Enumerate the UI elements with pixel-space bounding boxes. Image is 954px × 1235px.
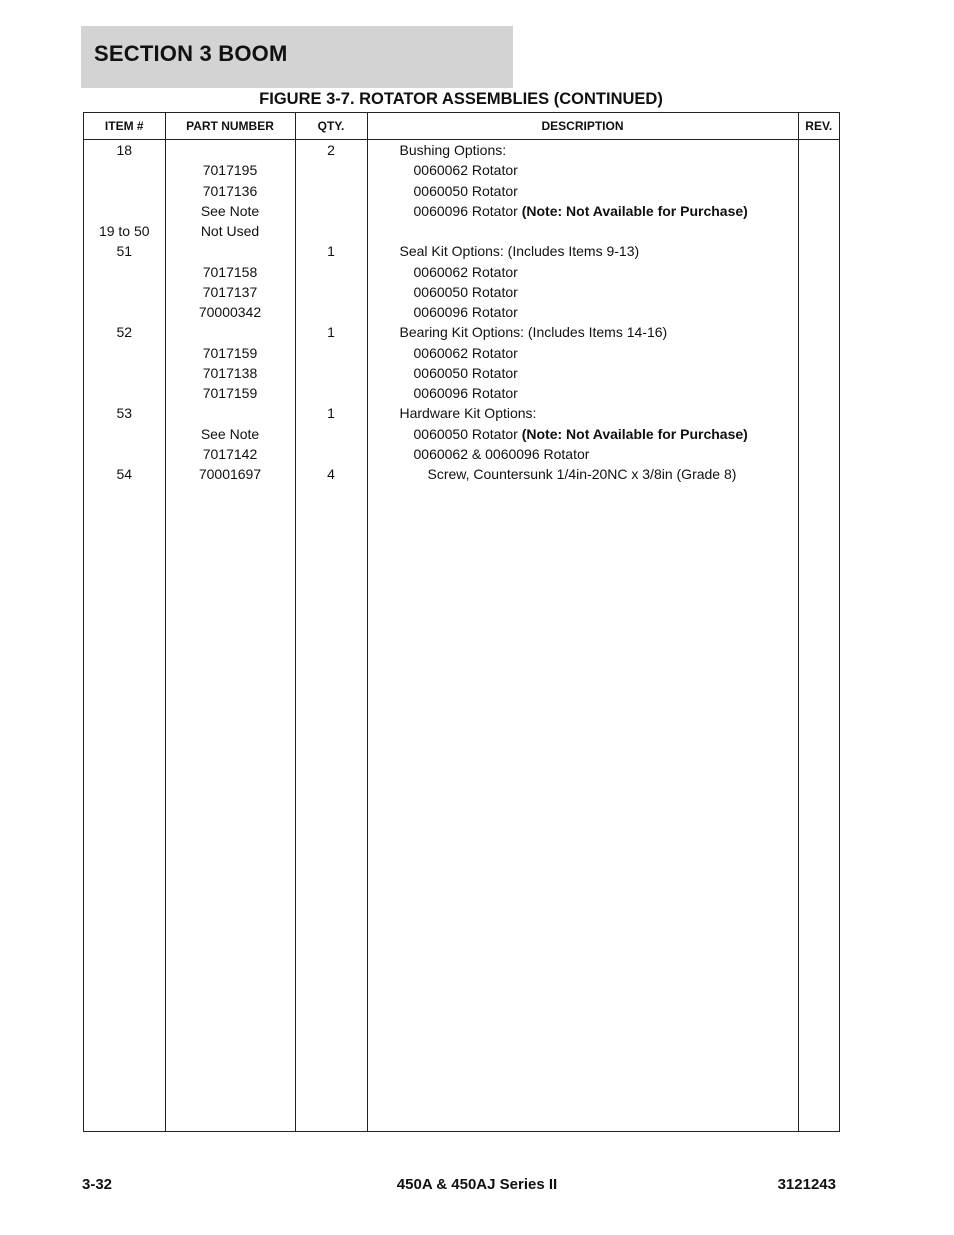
rev-cell [799,181,840,201]
part-number-cell: 7017159 [202,344,258,361]
part-number-cell: See Note [200,425,260,442]
qty-cell [296,221,367,241]
header-item: ITEM # [84,113,165,140]
description-cell [368,302,798,322]
qty-column [295,140,367,1132]
table-header-row [84,113,839,140]
item-number-cell [84,343,165,363]
item-number-cell: 51 [116,243,133,260]
item-column [84,140,165,1132]
item-number-cell [84,383,165,403]
description-cell [368,322,798,342]
rev-column [798,140,839,1132]
item-number-cell [84,302,165,322]
description-text: 0060050 Rotator [413,283,518,300]
rev-cell [799,363,840,383]
description-cell [368,241,798,261]
description-cell [368,262,798,282]
footer-doc-number: 3121243 [777,1176,836,1193]
description-cell [368,383,798,403]
description-text: 0060096 Rotator [413,385,518,401]
qty-cell [296,302,367,322]
rev-cell [799,403,840,423]
rev-cell [799,464,840,484]
rev-cell [799,383,840,403]
footer-page-number: 3-32 [82,1176,113,1193]
item-number-cell: 19 to 50 [98,223,150,239]
footer-model: 450A & 450AJ Series II [396,1176,558,1193]
description-text: Screw, Countersunk 1/4in-20NC x 3/8in (Grade 8) [427,466,737,482]
description-text: Seal Kit Options: (Includes Items 9-13) [399,243,640,260]
qty-cell: 2 [327,142,335,158]
rev-cell [799,201,840,221]
part-number-cell: Not Used [200,223,260,239]
description-column [367,140,798,1132]
rev-cell [799,241,840,261]
part-number-cell: 7017142 [202,445,258,462]
description-text: 0060050 Rotator [413,425,522,442]
description-text: Bushing Options: [399,142,507,158]
description-text: 0060062 Rotator [413,344,518,361]
description-text: 0060050 Rotator [413,182,518,199]
rev-cell [799,140,840,160]
description-cell [368,444,798,464]
figure-title: FIGURE 3-7. ROTATOR ASSEMBLIES (CONTINUED) [259,90,663,108]
item-number-cell: 53 [116,405,133,422]
header-qty: QTY. [295,113,367,140]
item-number-cell [84,424,165,444]
rev-cell [799,424,840,444]
header-description: DESCRIPTION [367,113,798,140]
part-number-cell: 7017195 [202,162,258,179]
part-number-cell [166,322,295,342]
item-number-cell [84,160,165,180]
rev-cell [799,322,840,342]
description-cell [368,181,798,201]
part-number-cell [166,403,295,423]
item-number-cell [84,262,165,282]
rev-cell [799,221,840,241]
item-number-cell: 52 [116,324,133,341]
part-number-cell [166,241,295,261]
rev-cell [799,262,840,282]
availability-note: (Note: Not Available for Purchase) [521,202,748,219]
part-number-cell: 70000342 [198,304,262,320]
qty-cell: 4 [327,466,335,482]
part-number-cell: 70001697 [198,466,262,482]
parts-table [83,112,840,1132]
description-cell [368,464,798,484]
qty-cell [296,444,367,464]
description-text: 0060062 Rotator [413,263,518,280]
part-number-cell [166,140,295,160]
description-text: 0060096 Rotator [413,202,522,219]
description-cell [368,140,798,160]
rev-cell [799,444,840,464]
rev-cell [799,282,840,302]
part-number-cell: 7017136 [202,182,258,199]
item-number-cell [84,363,165,383]
section-title: SECTION 3 BOOM [94,41,288,66]
description-text: 0060096 Rotator [413,304,518,320]
description-text: 0060050 Rotator [413,364,518,381]
qty-cell [296,160,367,180]
qty-cell [296,424,367,444]
description-cell [368,221,798,241]
description-cell [368,403,798,423]
rev-cell [799,302,840,322]
description-text: 0060062 Rotator [413,162,518,179]
item-number-cell [84,444,165,464]
description-cell [368,282,798,302]
header-rev: REV. [798,113,839,140]
qty-cell [296,343,367,363]
description-cell [368,343,798,363]
qty-cell [296,383,367,403]
qty-cell [296,181,367,201]
description-cell [368,201,798,221]
qty-cell: 1 [327,324,335,341]
table-body-row [84,140,839,1132]
part-number-cell: See Note [200,202,260,219]
part-number-cell: 7017138 [202,364,258,381]
part-number-cell: 7017137 [202,283,258,300]
availability-note: (Note: Not Available for Purchase) [521,425,748,442]
description-text: Bearing Kit Options: (Includes Items 14-16) [399,324,668,341]
description-cell [368,160,798,180]
description-text: 0060062 & 0060096 Rotator [413,445,590,462]
qty-cell [296,201,367,221]
description-cell [368,424,798,444]
qty-cell [296,262,367,282]
item-number-cell [84,201,165,221]
item-number-cell [84,181,165,201]
description-text: Hardware Kit Options: [399,405,537,422]
qty-cell [296,363,367,383]
description-cell [368,363,798,383]
part-number-column [165,140,295,1132]
item-number-cell [84,282,165,302]
rev-cell [799,343,840,363]
qty-cell: 1 [327,405,335,422]
qty-cell: 1 [327,243,335,260]
section-header-band [81,26,513,88]
rev-cell [799,160,840,180]
header-part-number: PART NUMBER [165,113,295,140]
part-number-cell: 7017158 [202,263,258,280]
item-number-cell: 18 [116,142,133,158]
part-number-cell: 7017159 [202,385,258,401]
item-number-cell: 54 [116,466,133,482]
qty-cell [296,282,367,302]
